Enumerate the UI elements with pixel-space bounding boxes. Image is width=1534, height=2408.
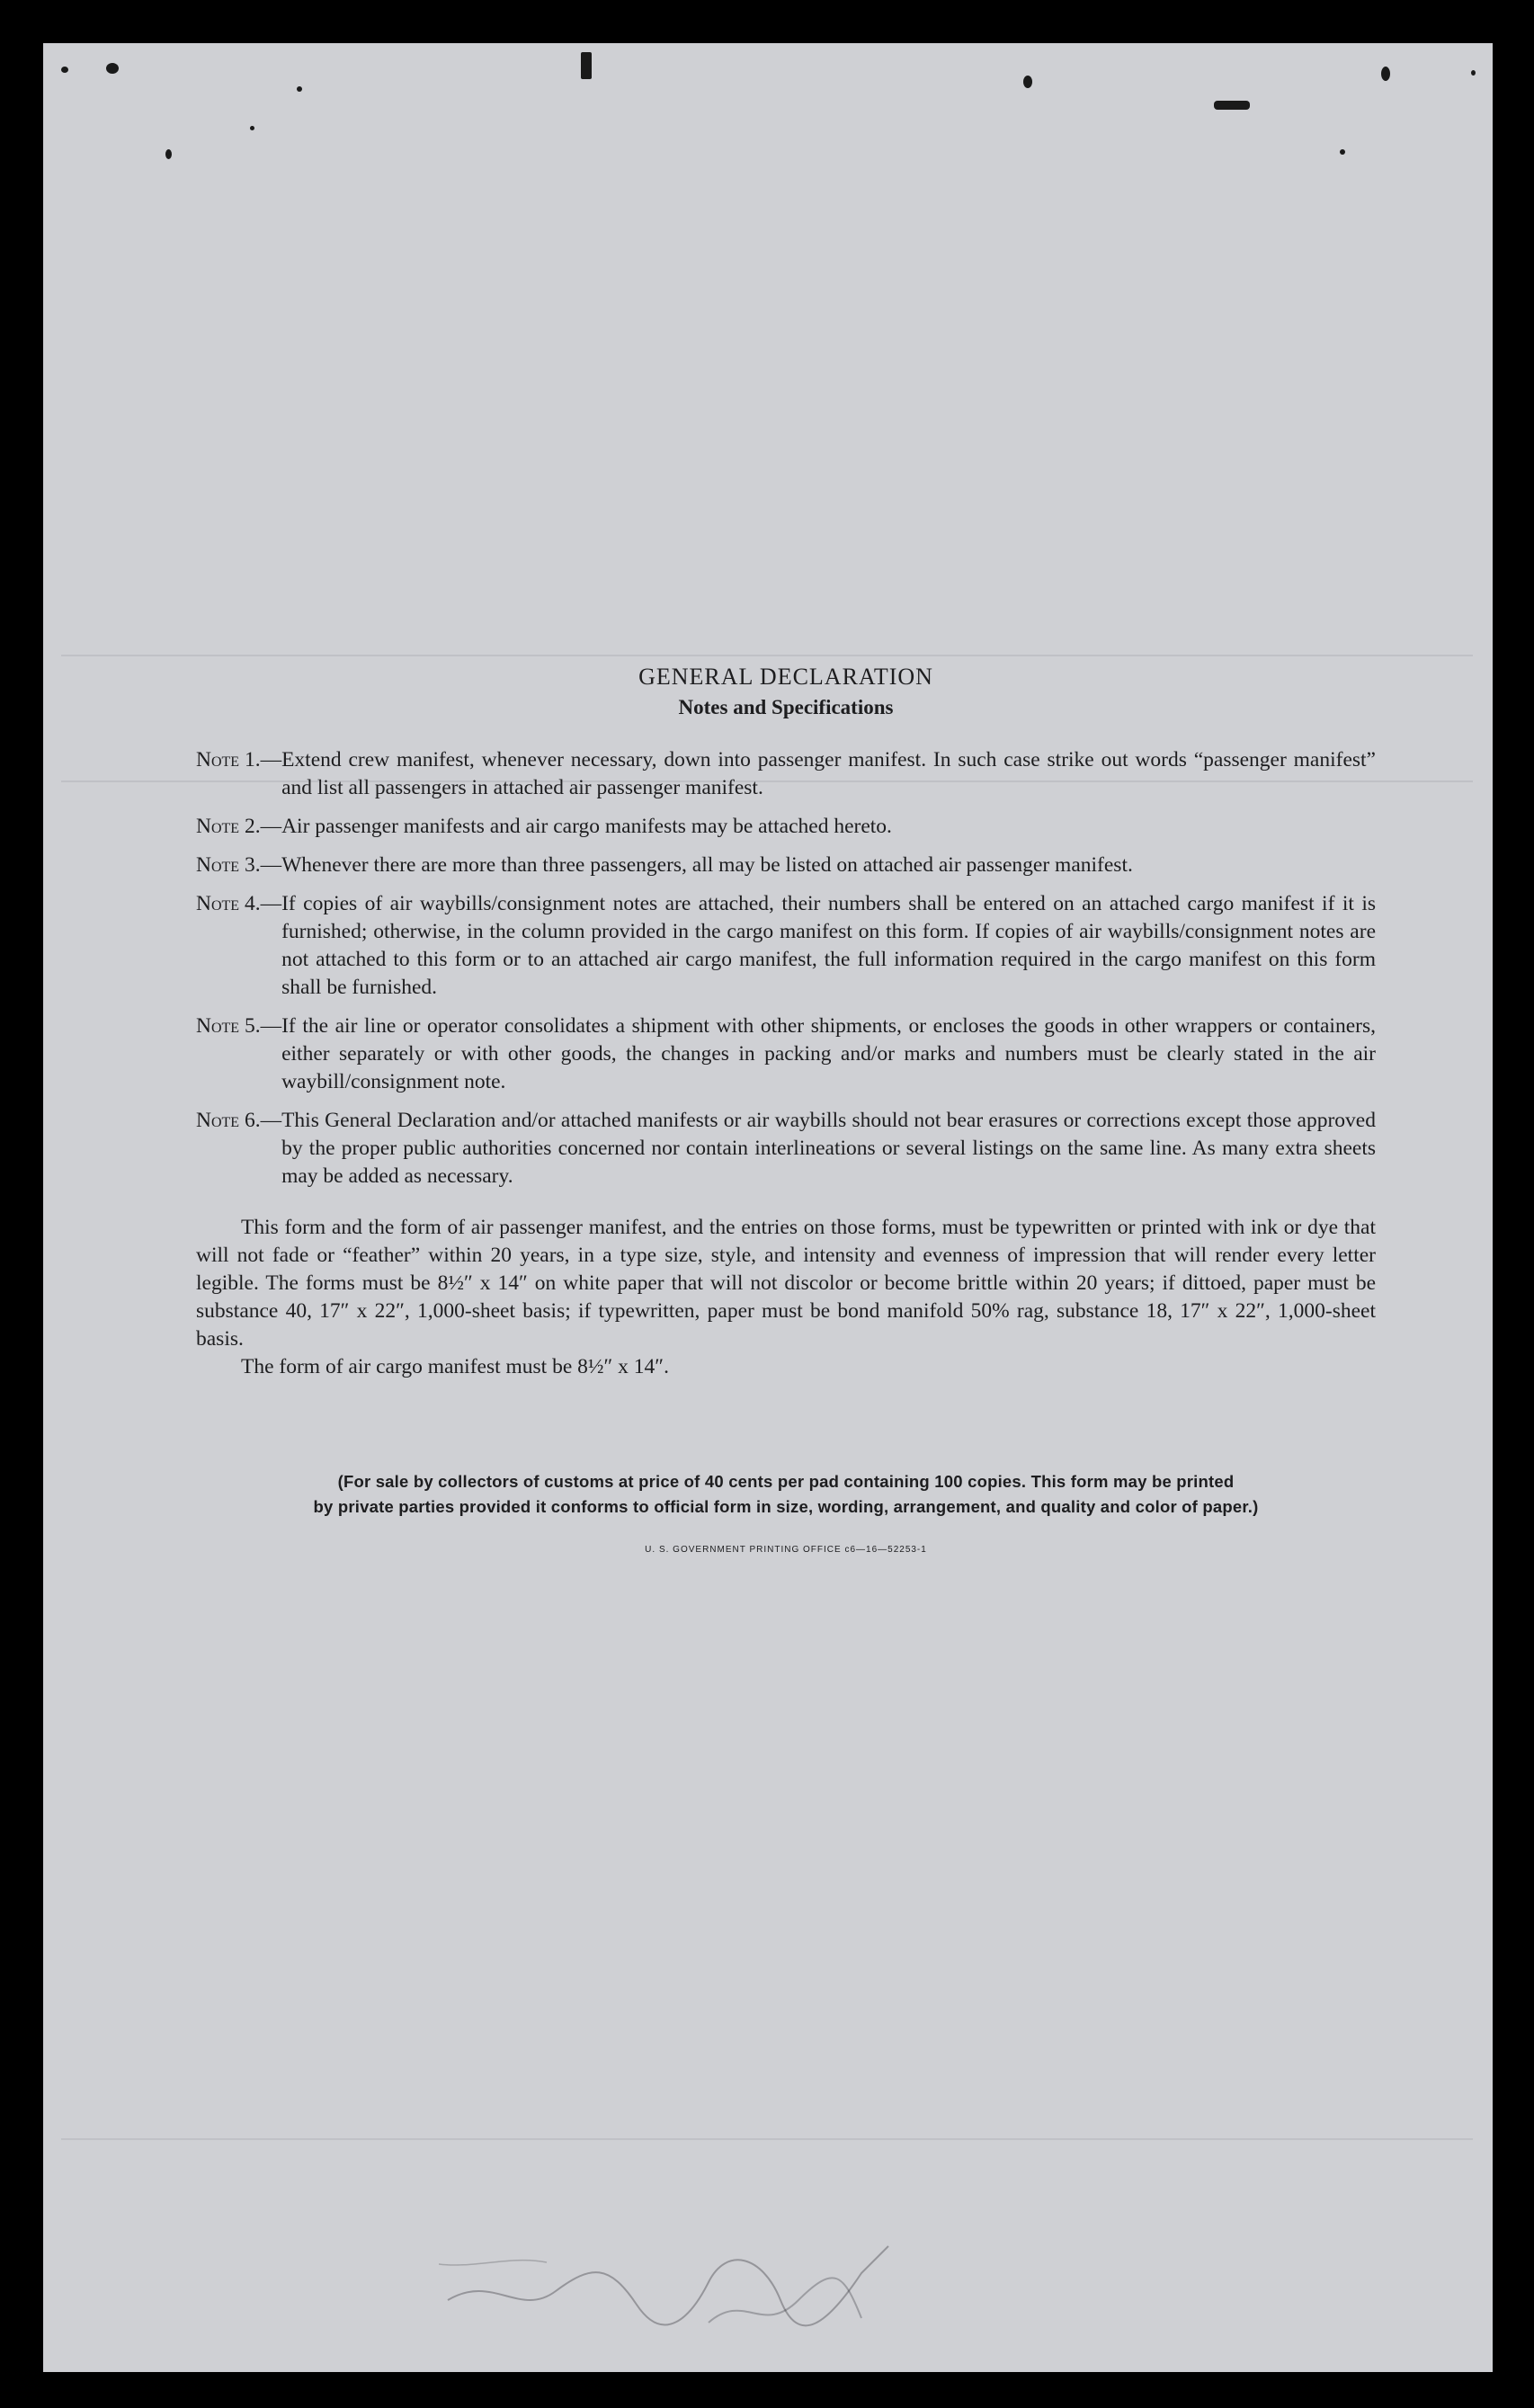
cargo-manifest-size-line: The form of air cargo manifest must be 8½″ x 14″.: [241, 1355, 669, 1378]
specification-paragraph: This form and the form of air passenger manifest, and the entries on those forms, must be typewritten or printed with ink or dye that will not fade or “feather” within 20 years, in a type size, style, and intensity and evenness of impression that will render every letter legible. The forms must be 8½″ x 14″ on white paper that will not discolor or become brittle within 20 years; if dittoed, paper must be substance 40, 17″ x 22″, 1,000-sheet basis; if typewritten, paper must be bond manifold 50% rag, substance 18, 17″ x 22″, 1,000-sheet basis.: [196, 1216, 1376, 1351]
note-label: Note 3.—: [196, 853, 282, 877]
sale-notice: [196, 1469, 1376, 1520]
document-subtitle: Notes and Specifications: [678, 696, 894, 718]
document-page: [43, 43, 1493, 2372]
note-text: Extend crew manifest, whenever necessary, down into passenger manifest. In such case strike out words “passenger manifest” and list all passengers in attached air passenger manifest.: [281, 748, 1376, 799]
note-2: [196, 813, 1376, 841]
note-text: This General Declaration and/or attached manifests or air waybills should not bear erasures or corrections except those approved by the proper public authorities concerned nor contain interlineations or several listings on the same line. As many extra sheets may be added as necessary.: [281, 1109, 1376, 1188]
note-3: [196, 852, 1376, 879]
note-6: [196, 1107, 1376, 1191]
note-text: If copies of air waybills/consignment notes are attached, their numbers shall be entered on an attached cargo manifest if it is furnished; otherwise, in the column provided in the cargo manifest on this form. If copies of air waybills/consignment notes are not attached to this form or to an attached air cargo manifest, the full information required in the cargo manifest on this form shall be furnished.: [281, 892, 1376, 999]
note-label: Note 6.—: [196, 1109, 282, 1132]
document-title: GENERAL DECLARATION: [638, 664, 933, 690]
signature-scribble: [439, 2237, 906, 2345]
note-4: [196, 890, 1376, 1002]
note-text: If the air line or operator consolidates a shipment with other shipments, or encloses the goods in other wrappers or containers, either separately or with other goods, the changes in packing and/or marks and numbers must be clearly stated in the air waybill/consignment note.: [281, 1014, 1376, 1093]
note-text: Air passenger manifests and air cargo manifests may be attached hereto.: [281, 815, 892, 838]
note-label: Note 4.—: [196, 892, 282, 915]
printer-imprint: U. S. GOVERNMENT PRINTING OFFICE c6—16—52253-1: [645, 1545, 927, 1555]
note-label: Note 1.—: [196, 748, 282, 771]
note-5: [196, 1012, 1376, 1096]
note-label: Note 5.—: [196, 1014, 282, 1038]
sale-notice-line: (For sale by collectors of customs at price of 40 cents per pad containing 100 copies. This form may be printed: [337, 1472, 1235, 1491]
sale-notice-line: by private parties provided it conforms to official form in size, wording, arrangement, and quality and color of paper.): [313, 1497, 1259, 1516]
note-label: Note 2.—: [196, 815, 282, 838]
note-1: [196, 746, 1376, 802]
notes-section: [196, 664, 1376, 1555]
note-text: Whenever there are more than three passengers, all may be listed on attached air passenger manifest.: [281, 853, 1133, 877]
